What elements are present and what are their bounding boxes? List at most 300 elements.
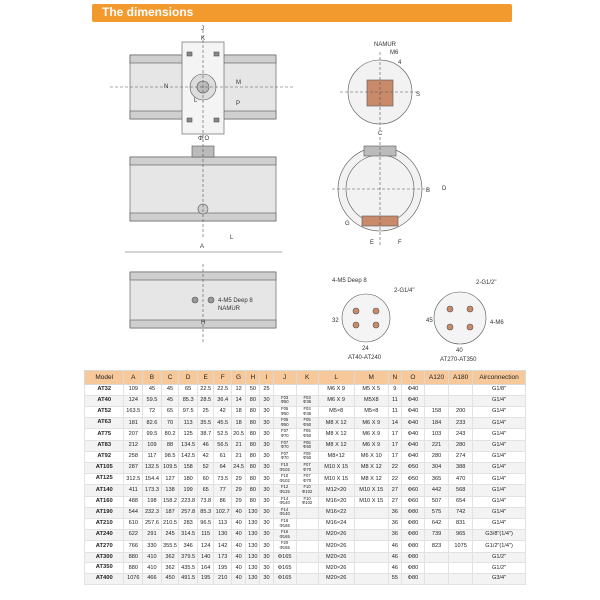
table-cell: 210 <box>214 574 232 585</box>
table-cell: 29 <box>231 474 245 485</box>
table-cell: G1/2" <box>473 563 526 574</box>
table-cell <box>449 385 473 396</box>
column-header: D <box>179 371 198 385</box>
table-cell: 40 <box>231 563 245 574</box>
table-cell: 17 <box>388 451 401 462</box>
table-cell: F07 Φ70 <box>296 463 318 474</box>
table-row <box>85 395 526 406</box>
page-title: The dimensions <box>102 5 194 19</box>
model-cell: AT63 <box>85 418 124 429</box>
table-cell: 212 <box>124 440 143 451</box>
column-header: O <box>401 371 424 385</box>
table-cell: 232.3 <box>143 507 162 518</box>
table-cell: 180 <box>179 474 198 485</box>
table-cell <box>449 395 473 406</box>
table-cell <box>296 574 318 585</box>
table-cell <box>354 563 388 574</box>
table-cell: 14 <box>388 418 401 429</box>
column-header: C <box>161 371 179 385</box>
table-cell: M10 X 15 <box>318 474 354 485</box>
table-row <box>85 563 526 574</box>
table-cell: M8 X 12 <box>354 474 388 485</box>
table-cell <box>296 563 318 574</box>
model-cell: AT40 <box>85 395 124 406</box>
table-cell: 60 <box>197 474 213 485</box>
table-cell: 158.2 <box>161 496 179 507</box>
table-cell: 130 <box>246 518 260 529</box>
table-cell: 257.6 <box>143 518 162 529</box>
table-cell: F14 Φ140 <box>273 507 296 518</box>
table-cell: 125 <box>179 429 198 440</box>
table-cell: 115 <box>197 530 213 541</box>
table-cell: 40 <box>231 552 245 563</box>
table-row <box>85 496 526 507</box>
table-cell: F05 Φ50 <box>296 418 318 429</box>
table-cell: 11 <box>388 395 401 406</box>
table-cell: F07 Φ70 <box>273 429 296 440</box>
table-cell: 64 <box>214 463 232 474</box>
table-cell: 739 <box>424 530 448 541</box>
table-cell: G1/2" <box>473 552 526 563</box>
table-cell: 36 <box>388 518 401 529</box>
table-cell: 158 <box>179 463 198 474</box>
table-cell: 245 <box>161 530 179 541</box>
table-cell: 30 <box>260 429 273 440</box>
table-cell: 766 <box>124 541 143 552</box>
table-cell: 130 <box>246 507 260 518</box>
table-cell <box>424 574 448 585</box>
table-cell <box>354 541 388 552</box>
table-cell: 56.5 <box>214 440 232 451</box>
dim-j: J <box>201 26 204 32</box>
table-cell: G1/8" <box>473 385 526 396</box>
table-cell: 195 <box>197 574 213 585</box>
table-cell: 17 <box>388 429 401 440</box>
table-cell: Φ80 <box>401 552 424 563</box>
table-cell: 17 <box>388 440 401 451</box>
table-cell: 80 <box>246 418 260 429</box>
table-cell: 233 <box>449 418 473 429</box>
table-cell: 30 <box>260 496 273 507</box>
table-cell: F10 Φ102 <box>273 474 296 485</box>
table-cell: Φ40 <box>401 440 424 451</box>
model-cell: AT210 <box>85 518 124 529</box>
table-cell: 355.5 <box>161 541 179 552</box>
table-cell <box>296 530 318 541</box>
table-cell: M10 X 15 <box>354 496 388 507</box>
column-header: I <box>260 371 273 385</box>
table-cell: Φ50 <box>401 463 424 474</box>
table-row <box>85 507 526 518</box>
table-cell: 80 <box>246 451 260 462</box>
table-cell: Φ80 <box>401 530 424 541</box>
table-cell: M6 X 9 <box>318 395 354 406</box>
dim-b: B <box>426 188 431 194</box>
table-row <box>85 474 526 485</box>
table-cell: Φ80 <box>401 541 424 552</box>
table-cell: 45 <box>161 385 179 396</box>
table-cell: F03 Φ36 <box>296 407 318 418</box>
table-cell: 140 <box>197 552 213 563</box>
table-cell: 287 <box>124 463 143 474</box>
table-cell: 82.6 <box>143 418 162 429</box>
table-cell: Φ60 <box>401 485 424 496</box>
table-cell <box>354 507 388 518</box>
table-cell: 491.5 <box>179 574 198 585</box>
table-cell: 40 <box>231 530 245 541</box>
table-cell: M8 X 12 <box>318 440 354 451</box>
table-cell: 210.5 <box>161 518 179 529</box>
table-row <box>85 407 526 418</box>
table-cell: F07 Φ70 <box>296 474 318 485</box>
table-cell <box>354 552 388 563</box>
table-cell: 9 <box>388 385 401 396</box>
table-cell: 30 <box>260 563 273 574</box>
dim-s: S <box>416 92 421 98</box>
table-cell: M5X8 <box>354 395 388 406</box>
table-cell <box>354 574 388 585</box>
table-cell: 96.5 <box>197 518 213 529</box>
table-cell: 466 <box>143 574 162 585</box>
table-cell: 80 <box>246 440 260 451</box>
table-cell: F05 Φ50 <box>296 451 318 462</box>
table-cell: 25 <box>260 385 273 396</box>
table-cell: M5 X 5 <box>354 385 388 396</box>
table-cell: G1/4" <box>473 395 526 406</box>
table-cell: 45.5 <box>214 418 232 429</box>
table-cell: G1/4" <box>473 440 526 451</box>
table-cell: M16×22 <box>318 507 354 518</box>
table-cell: 130 <box>214 530 232 541</box>
table-cell: 435.5 <box>179 563 198 574</box>
table-cell: F16 Φ165 <box>273 518 296 529</box>
table-cell: 40 <box>231 541 245 552</box>
table-cell: 97.5 <box>179 407 198 418</box>
model-cell: AT400 <box>85 574 124 585</box>
table-cell: 198 <box>143 496 162 507</box>
table-cell: 30 <box>260 530 273 541</box>
table-cell: 85.3 <box>179 395 198 406</box>
flange-small-caption: AT40-AT240 <box>348 355 382 361</box>
table-cell: 30 <box>260 518 273 529</box>
table-cell: 28.5 <box>197 395 213 406</box>
table-cell: 80 <box>246 395 260 406</box>
model-cell: AT190 <box>85 507 124 518</box>
column-header: A180 <box>449 371 473 385</box>
table-cell: 45 <box>143 385 162 396</box>
table-cell: 70 <box>161 418 179 429</box>
table-cell: 30 <box>260 574 273 585</box>
table-cell: F07 Φ70 <box>273 451 296 462</box>
table-cell: 109.5 <box>161 463 179 474</box>
table-cell: 654 <box>449 496 473 507</box>
table-cell: 138 <box>161 485 179 496</box>
column-header: H <box>246 371 260 385</box>
dim-l-side: L <box>230 235 234 241</box>
column-header: E <box>197 371 213 385</box>
table-row <box>85 418 526 429</box>
technical-drawings <box>70 22 530 367</box>
dim-e: E <box>370 240 375 246</box>
table-cell: 642 <box>424 518 448 529</box>
table-cell: M16×20 <box>318 496 354 507</box>
table-cell: M5×8 <box>318 407 354 418</box>
m6-label: M6 <box>390 50 399 56</box>
table-cell: 221 <box>424 440 448 451</box>
table-cell: G1/4" <box>473 407 526 418</box>
flange-large-m6: 4-M6 <box>490 320 504 326</box>
table-cell: M6 X 10 <box>354 451 388 462</box>
table-cell: F10 Φ102 <box>273 463 296 474</box>
table-cell: 130 <box>246 541 260 552</box>
table-cell: 304 <box>424 463 448 474</box>
table-cell: 85.3 <box>197 507 213 518</box>
table-cell: 109 <box>124 385 143 396</box>
table-cell: 65 <box>197 485 213 496</box>
namur-label: NAMUR <box>374 42 396 48</box>
table-cell: 575 <box>424 507 448 518</box>
table-cell: 30 <box>260 485 273 496</box>
table-cell <box>296 385 318 396</box>
table-cell: F20 Φ165 <box>273 541 296 552</box>
dim-l: L <box>194 98 198 104</box>
table-cell: M8 X 12 <box>354 463 388 474</box>
model-cell: AT32 <box>85 385 124 396</box>
table-cell: 80 <box>246 496 260 507</box>
table-cell: 831 <box>449 518 473 529</box>
table-cell <box>354 530 388 541</box>
column-header: A120 <box>424 371 448 385</box>
table-cell: M20×26 <box>318 563 354 574</box>
table-cell: 113 <box>179 418 198 429</box>
dim-c: C <box>378 131 383 137</box>
column-header: N <box>388 371 401 385</box>
top-view-drawing <box>110 30 295 142</box>
table-cell: 88 <box>161 440 179 451</box>
table-cell: 102.7 <box>214 507 232 518</box>
table-cell: 195 <box>214 563 232 574</box>
table-cell: 379.5 <box>179 552 198 563</box>
table-cell: 257.8 <box>179 507 198 518</box>
table-cell: 200 <box>449 407 473 418</box>
table-cell: 411 <box>124 485 143 496</box>
table-cell: 99.5 <box>143 429 162 440</box>
table-cell: 880 <box>124 563 143 574</box>
table-cell: 134.5 <box>179 440 198 451</box>
table-cell <box>296 518 318 529</box>
table-cell: Φ40 <box>401 385 424 396</box>
table-cell: 40 <box>231 507 245 518</box>
table-cell: 80 <box>246 485 260 496</box>
table-cell: 35.5 <box>197 418 213 429</box>
table-cell: 158 <box>424 407 448 418</box>
table-cell: Φ80 <box>401 563 424 574</box>
table-cell: 80 <box>246 407 260 418</box>
table-cell: G1/4" <box>473 418 526 429</box>
table-cell: 55 <box>388 574 401 585</box>
table-cell: 61 <box>214 451 232 462</box>
table-cell: 21 <box>231 440 245 451</box>
table-cell: 46 <box>388 541 401 552</box>
table-cell: 568 <box>449 485 473 496</box>
model-cell: AT300 <box>85 552 124 563</box>
table-cell: 187 <box>161 507 179 518</box>
table-cell: 142.5 <box>179 451 198 462</box>
table-cell: 42 <box>197 451 213 462</box>
table-cell: F05 Φ50 <box>273 407 296 418</box>
model-cell: AT83 <box>85 440 124 451</box>
table-cell: 24.5 <box>231 463 245 474</box>
table-cell: Φ40 <box>401 395 424 406</box>
table-row <box>85 541 526 552</box>
table-cell: 50 <box>246 385 260 396</box>
table-row <box>85 518 526 529</box>
flange-small-dim2: 24 <box>362 346 369 352</box>
table-cell: M20×26 <box>318 530 354 541</box>
table-cell: M20×26 <box>318 541 354 552</box>
table-cell: 109 <box>143 440 162 451</box>
table-cell: Φ40 <box>401 451 424 462</box>
table-cell: 283 <box>179 518 198 529</box>
table-cell: 163.5 <box>124 407 143 418</box>
table-cell: 18 <box>231 418 245 429</box>
table-cell: 127 <box>161 474 179 485</box>
table-cell: 291 <box>143 530 162 541</box>
table-cell: 124 <box>124 395 143 406</box>
table-row <box>85 451 526 462</box>
table-cell: 823 <box>424 541 448 552</box>
table-row <box>85 463 526 474</box>
table-cell: F14 Φ140 <box>273 496 296 507</box>
table-cell: 544 <box>124 507 143 518</box>
table-cell: 80 <box>246 463 260 474</box>
table-cell: 507 <box>424 496 448 507</box>
table-cell: 80 <box>246 474 260 485</box>
table-cell: G1/4" <box>473 474 526 485</box>
table-cell <box>449 574 473 585</box>
table-cell: 18 <box>231 407 245 418</box>
table-cell: G3/8"(1/4") <box>473 530 526 541</box>
table-cell: 42 <box>214 407 232 418</box>
table-cell: 52.5 <box>214 429 232 440</box>
dim-f: F <box>398 240 402 246</box>
table-cell: Φ80 <box>401 518 424 529</box>
flange-small-m5: 4-M5 Deep 8 <box>332 278 367 284</box>
table-header-row <box>85 371 526 385</box>
table-cell: 22 <box>388 463 401 474</box>
table-cell: Φ40 <box>401 429 424 440</box>
table-cell: 65 <box>161 407 179 418</box>
side-view-drawing <box>125 134 282 252</box>
table-cell: 12 <box>231 385 245 396</box>
dim-phi-o: Φ O <box>198 136 210 142</box>
table-cell: Φ60 <box>401 496 424 507</box>
table-cell: 258 <box>124 451 143 462</box>
table-cell: M6 X 9 <box>354 429 388 440</box>
table-cell: 450 <box>161 574 179 585</box>
table-row <box>85 574 526 585</box>
table-cell: 86 <box>214 496 232 507</box>
table-cell: 130 <box>246 552 260 563</box>
flange-large-dim2: 40 <box>456 348 463 354</box>
table-cell <box>296 541 318 552</box>
table-cell: 40 <box>231 574 245 585</box>
table-cell <box>296 552 318 563</box>
table-cell <box>449 552 473 563</box>
table-cell: 30 <box>260 451 273 462</box>
table-cell: F07 Φ70 <box>273 440 296 451</box>
table-cell: 21 <box>231 451 245 462</box>
table-cell: G1/4" <box>473 496 526 507</box>
table-cell: M6 X 9 <box>354 418 388 429</box>
table-cell: 46 <box>388 563 401 574</box>
table-cell: F10 Φ102 <box>296 485 318 496</box>
table-row <box>85 429 526 440</box>
table-cell: 73.8 <box>197 496 213 507</box>
table-cell: 130 <box>246 563 260 574</box>
table-cell: 30 <box>260 440 273 451</box>
model-cell: AT270 <box>85 541 124 552</box>
flange-small-g: 2-G1/4" <box>394 288 415 294</box>
table-cell: 30 <box>260 507 273 518</box>
table-cell: 243 <box>449 429 473 440</box>
table-cell: Φ80 <box>401 507 424 518</box>
table-row <box>85 530 526 541</box>
title-banner <box>92 4 512 22</box>
bottom-namur: NAMUR <box>218 306 240 312</box>
table-cell <box>273 385 296 396</box>
table-cell: 46 <box>388 552 401 563</box>
table-cell: G1/4" <box>473 429 526 440</box>
table-cell: 22 <box>388 474 401 485</box>
table-cell: 98.5 <box>161 451 179 462</box>
table-cell: F10 Φ102 <box>296 496 318 507</box>
model-cell: AT75 <box>85 429 124 440</box>
column-header: K <box>296 371 318 385</box>
table-cell: F05 Φ50 <box>296 429 318 440</box>
table-cell: 184 <box>424 418 448 429</box>
table-cell: G3/4" <box>473 574 526 585</box>
dim-n: N <box>164 84 169 90</box>
table-cell: 207 <box>124 429 143 440</box>
model-cell: AT92 <box>85 451 124 462</box>
dim-p: P <box>236 101 241 107</box>
table-cell: 73.5 <box>214 474 232 485</box>
table-row <box>85 385 526 396</box>
table-cell: G1/4" <box>473 518 526 529</box>
table-cell: 223.8 <box>179 496 198 507</box>
table-cell: 280 <box>424 451 448 462</box>
table-cell: 142 <box>214 541 232 552</box>
table-cell: 362 <box>161 552 179 563</box>
table-cell: M8 X 12 <box>318 429 354 440</box>
column-header: G <box>231 371 245 385</box>
table-cell: 36 <box>388 530 401 541</box>
table-cell: 742 <box>449 507 473 518</box>
dim-a: A <box>200 244 205 250</box>
table-cell: 965 <box>449 530 473 541</box>
table-cell: 410 <box>143 563 162 574</box>
table-cell: 274 <box>449 451 473 462</box>
table-cell: M10 X 15 <box>318 463 354 474</box>
table-cell <box>354 518 388 529</box>
table-cell: 113 <box>214 518 232 529</box>
bottom-view-drawing <box>130 264 276 344</box>
table-cell: F05 Φ50 <box>273 418 296 429</box>
table-cell: G1/4" <box>473 463 526 474</box>
table-cell <box>424 385 448 396</box>
table-cell: Φ165 <box>273 574 296 585</box>
